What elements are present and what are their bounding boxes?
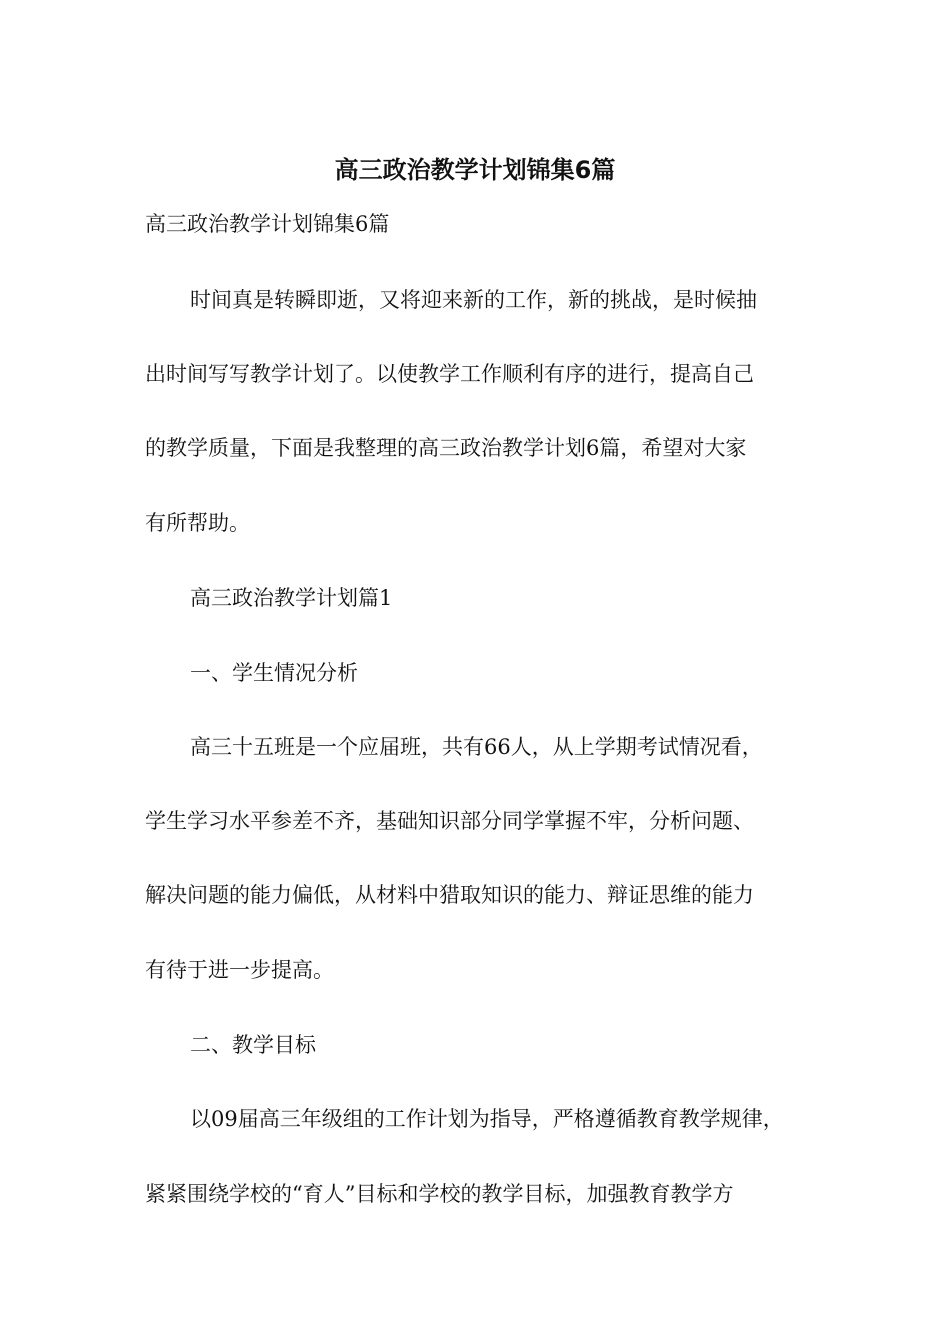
analysis-line-3: 解决问题的能力偏低，从材料中猎取知识的能力、辩证思维的能力 (145, 883, 754, 907)
subheading-teaching-goals: 二、教学目标 (190, 1033, 316, 1057)
goals-line-2: 紧紧围绕学校的“育人”目标和学校的教学目标，加强教育教学方 (145, 1182, 734, 1206)
subheading-student-analysis: 一、学生情况分析 (190, 661, 358, 685)
intro-line-2: 出时间写写教学计划了。以使教学工作顺利有序的进行，提高自己 (145, 362, 754, 386)
goals-line-1: 以09届高三年级组的工作计划为指导，严格遵循教育教学规律， (190, 1107, 784, 1131)
intro-line-1: 时间真是转瞬即逝，又将迎来新的工作，新的挑战，是时候抽 (190, 288, 757, 312)
analysis-line-2: 学生学习水平参差不齐，基础知识部分同学掌握不牢，分析问题、 (145, 809, 754, 833)
intro-line-3: 的教学质量，下面是我整理的高三政治教学计划6篇，希望对大家 (145, 436, 747, 460)
section-heading: 高三政治教学计划篇1 (190, 586, 393, 610)
document-title: 高三政治教学计划锦集6篇 (334, 156, 616, 184)
subtitle-line: 高三政治教学计划锦集6篇 (145, 212, 390, 236)
analysis-line-1: 高三十五班是一个应届班，共有66人，从上学期考试情况看， (190, 735, 763, 759)
intro-line-4: 有所帮助。 (145, 511, 250, 535)
analysis-line-4: 有待于进一步提高。 (145, 958, 334, 982)
